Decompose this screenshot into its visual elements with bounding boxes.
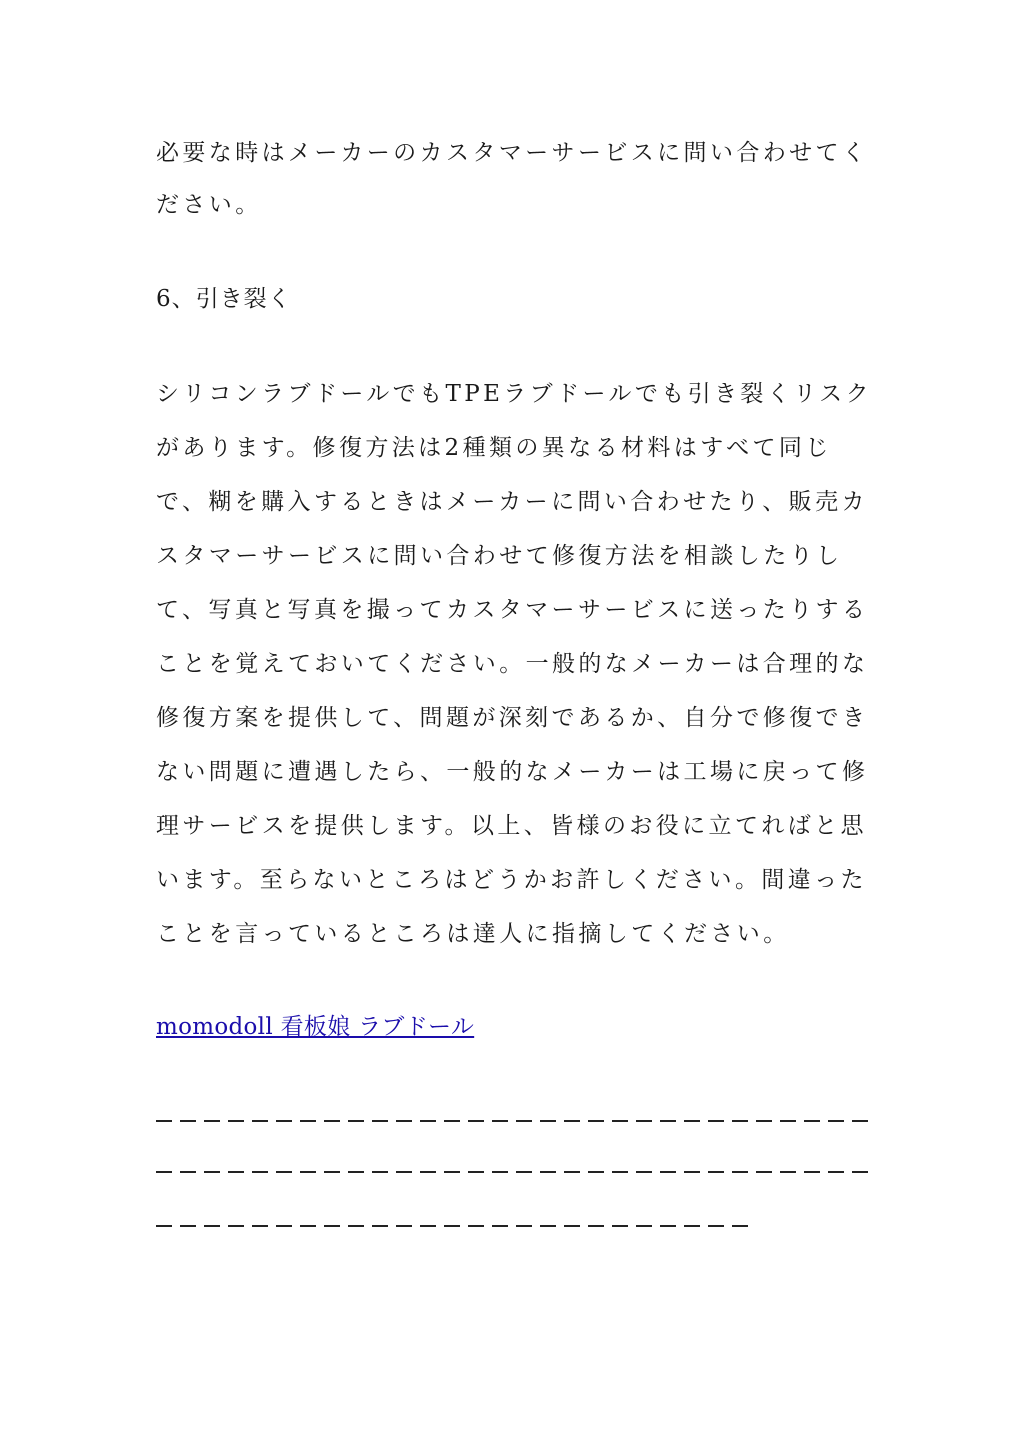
- separator-dash: [852, 1171, 868, 1173]
- separator-dash: [204, 1225, 220, 1227]
- separator-dash: [276, 1120, 292, 1122]
- separator-dash: [276, 1171, 292, 1173]
- separator-dash: [588, 1225, 604, 1227]
- separator-dash: [300, 1171, 316, 1173]
- separator-dash: [228, 1225, 244, 1227]
- separator-dash: [420, 1225, 436, 1227]
- separator-dash: [180, 1120, 196, 1122]
- separator-dash: [684, 1120, 700, 1122]
- dash-separator-row-3: [156, 1225, 748, 1227]
- paragraph-line-8: ない問題に遭遇したら、一般的なメーカーは工場に戻って修: [156, 759, 869, 785]
- separator-dash: [612, 1120, 628, 1122]
- separator-dash: [516, 1120, 532, 1122]
- separator-dash: [780, 1171, 796, 1173]
- separator-dash: [756, 1120, 772, 1122]
- paragraph-line-9: 理サービスを提供します。以上、皆様のお役に立てればと思: [156, 813, 867, 839]
- separator-dash: [204, 1120, 220, 1122]
- separator-dash: [708, 1120, 724, 1122]
- separator-dash: [564, 1171, 580, 1173]
- separator-dash: [300, 1225, 316, 1227]
- separator-dash: [708, 1225, 724, 1227]
- separator-dash: [660, 1225, 676, 1227]
- separator-dash: [252, 1225, 268, 1227]
- separator-dash: [156, 1120, 172, 1122]
- separator-dash: [228, 1120, 244, 1122]
- separator-dash: [444, 1120, 460, 1122]
- separator-dash: [396, 1171, 412, 1173]
- separator-dash: [300, 1120, 316, 1122]
- separator-dash: [468, 1171, 484, 1173]
- separator-dash: [756, 1171, 772, 1173]
- separator-dash: [636, 1171, 652, 1173]
- separator-dash: [492, 1120, 508, 1122]
- separator-dash: [684, 1171, 700, 1173]
- separator-dash: [156, 1225, 172, 1227]
- separator-dash: [564, 1225, 580, 1227]
- intro-line-2: ださい。: [156, 192, 262, 218]
- separator-dash: [708, 1171, 724, 1173]
- separator-dash: [252, 1171, 268, 1173]
- dash-separator-row-2: [156, 1171, 868, 1173]
- separator-dash: [540, 1120, 556, 1122]
- separator-dash: [588, 1171, 604, 1173]
- separator-dash: [396, 1225, 412, 1227]
- separator-dash: [348, 1120, 364, 1122]
- separator-dash: [516, 1225, 532, 1227]
- separator-dash: [204, 1171, 220, 1173]
- separator-dash: [804, 1171, 820, 1173]
- paragraph-line-5: て、写真と写真を撮ってカスタマーサービスに送ったりする: [156, 597, 869, 623]
- separator-dash: [852, 1120, 868, 1122]
- separator-dash: [324, 1120, 340, 1122]
- section-heading: 6、引き裂く: [156, 286, 292, 312]
- separator-dash: [468, 1225, 484, 1227]
- separator-dash: [180, 1171, 196, 1173]
- separator-dash: [612, 1171, 628, 1173]
- paragraph-line-6: ことを覚えておいてください。一般的なメーカーは合理的な: [156, 651, 869, 677]
- separator-dash: [492, 1171, 508, 1173]
- separator-dash: [516, 1171, 532, 1173]
- separator-dash: [492, 1225, 508, 1227]
- paragraph-line-2: があります。修復方法は2種類の異なる材料はすべて同じ: [156, 435, 832, 461]
- separator-dash: [684, 1225, 700, 1227]
- separator-dash: [180, 1225, 196, 1227]
- separator-dash: [444, 1171, 460, 1173]
- separator-dash: [660, 1171, 676, 1173]
- momodoll-link[interactable]: momodoll 看板娘 ラブドール: [156, 1014, 475, 1040]
- separator-dash: [732, 1225, 748, 1227]
- paragraph-line-11: ことを言っているところは達人に指摘してください。: [156, 921, 790, 947]
- separator-dash: [156, 1171, 172, 1173]
- separator-dash: [660, 1120, 676, 1122]
- separator-dash: [252, 1120, 268, 1122]
- separator-dash: [612, 1225, 628, 1227]
- separator-dash: [396, 1120, 412, 1122]
- separator-dash: [348, 1171, 364, 1173]
- intro-line-1: 必要な時はメーカーのカスタマーサービスに問い合わせてく: [156, 140, 869, 166]
- separator-dash: [372, 1225, 388, 1227]
- separator-dash: [564, 1120, 580, 1122]
- separator-dash: [276, 1225, 292, 1227]
- separator-dash: [324, 1225, 340, 1227]
- separator-dash: [636, 1120, 652, 1122]
- separator-dash: [324, 1171, 340, 1173]
- paragraph-line-1: シリコンラブドールでもTPEラブドールでも引き裂くリスク: [156, 381, 872, 407]
- separator-dash: [780, 1120, 796, 1122]
- separator-dash: [732, 1171, 748, 1173]
- separator-dash: [540, 1171, 556, 1173]
- dash-separator-row-1: [156, 1120, 868, 1122]
- paragraph-line-10: います。至らないところはどうかお許しください。間違った: [156, 867, 867, 893]
- separator-dash: [420, 1120, 436, 1122]
- separator-dash: [732, 1120, 748, 1122]
- separator-dash: [540, 1225, 556, 1227]
- separator-dash: [372, 1171, 388, 1173]
- separator-dash: [636, 1225, 652, 1227]
- separator-dash: [828, 1120, 844, 1122]
- separator-dash: [420, 1171, 436, 1173]
- separator-dash: [804, 1120, 820, 1122]
- separator-dash: [444, 1225, 460, 1227]
- separator-dash: [372, 1120, 388, 1122]
- separator-dash: [468, 1120, 484, 1122]
- separator-dash: [228, 1171, 244, 1173]
- paragraph-line-4: スタマーサービスに問い合わせて修復方法を相談したりし: [156, 543, 843, 569]
- separator-dash: [828, 1171, 844, 1173]
- paragraph-line-3: で、糊を購入するときはメーカーに問い合わせたり、販売カ: [156, 489, 868, 515]
- separator-dash: [588, 1120, 604, 1122]
- paragraph-line-7: 修復方案を提供して、問題が深刻であるか、自分で修復でき: [156, 705, 869, 731]
- separator-dash: [348, 1225, 364, 1227]
